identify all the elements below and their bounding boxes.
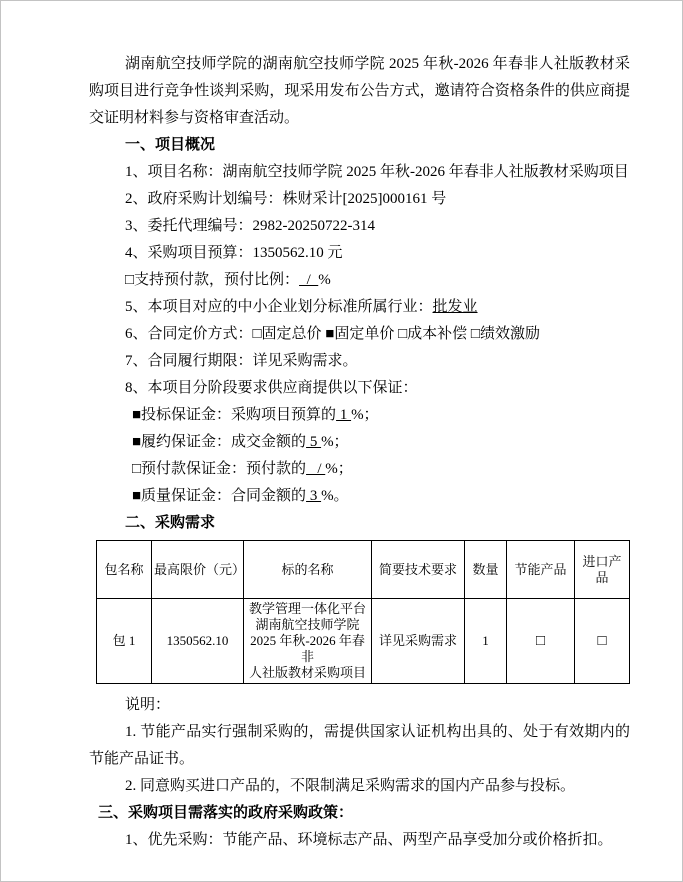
prepayment-unit: % bbox=[318, 272, 331, 288]
quality-guarantee-line bbox=[89, 483, 630, 510]
prepay-guarantee-line bbox=[89, 456, 630, 483]
plan-number-line: 2、政府采购计划编号：株财采计[2025]000161 号 bbox=[125, 191, 447, 207]
section3-heading: 三、采购项目需落实的政府采购政策： bbox=[98, 805, 354, 821]
note-import-products: 2. 同意购买进口产品的，不限制满足采购需求的国内产品参与投标。 bbox=[125, 778, 576, 794]
header-max-price: 最高限价（元） bbox=[152, 541, 244, 599]
prepayment-ratio-blank: / bbox=[299, 272, 319, 288]
pricing-method-line: 6、合同定价方式：□固定总价 ■固定单价 □成本补偿 □绩效激励 bbox=[125, 326, 540, 342]
checkbox-icon: □ bbox=[535, 633, 546, 649]
subject-line: 2025 年秋-2026 年春非 bbox=[250, 633, 365, 664]
section2-heading: 二、采购需求 bbox=[125, 515, 216, 531]
cell-import-product bbox=[575, 599, 630, 684]
header-import-product: 进口产品 bbox=[575, 541, 630, 599]
performance-guarantee-suffix: %； bbox=[321, 434, 349, 450]
subject-line: 人社版教材采购项目 bbox=[248, 665, 366, 680]
quality-guarantee-text: ■质量保证金：合同金额的 bbox=[132, 488, 307, 504]
contract-period-line: 7、合同履行期限：详见采购需求。 bbox=[125, 353, 358, 369]
performance-guarantee-line bbox=[89, 429, 630, 456]
requirements-table bbox=[96, 540, 630, 684]
header-package-name: 包名称 bbox=[97, 541, 152, 599]
note-energy-products: 1. 节能产品实行强制采购的，需提供国家认证机构出具的、处于有效期内的节能产品证书。 bbox=[89, 724, 630, 767]
prepay-guarantee-text: □预付款保证金：预付款的 bbox=[132, 461, 307, 477]
prepayment-text: □支持预付款，预付比例： bbox=[125, 272, 300, 288]
guarantee-intro-line: 8、本项目分阶段要求供应商提供以下保证： bbox=[125, 380, 418, 396]
prepayment-line bbox=[89, 267, 630, 294]
quality-guarantee-suffix: %。 bbox=[321, 488, 349, 504]
header-energy-product: 节能产品 bbox=[507, 541, 575, 599]
notes-label: 说明： bbox=[125, 697, 171, 713]
industry-text: 5、本项目对应的中小企业划分标准所属行业： bbox=[125, 299, 433, 315]
performance-guarantee-value: 5 bbox=[306, 434, 322, 450]
checkbox-icon: □ bbox=[597, 633, 607, 649]
bid-guarantee-suffix: %； bbox=[351, 407, 379, 423]
cell-quantity: 1 bbox=[465, 599, 507, 684]
cell-tech-requirements: 详见采购需求 bbox=[372, 599, 465, 684]
priority-procurement-line: 1、优先采购：节能产品、环境标志产品、两型产品享受加分或价格折扣。 bbox=[125, 832, 613, 848]
bid-guarantee-line bbox=[89, 402, 630, 429]
subject-line: 教学管理一体化平台 bbox=[248, 601, 366, 616]
header-tech-requirements: 简要技术要求 bbox=[372, 541, 465, 599]
prepay-guarantee-suffix: %； bbox=[325, 461, 353, 477]
cell-energy-product bbox=[507, 599, 575, 684]
section1-heading: 一、项目概况 bbox=[125, 137, 216, 153]
budget-line: 4、采购项目预算：1350562.10 元 bbox=[125, 245, 343, 261]
subject-line: 湖南航空技师学院 bbox=[255, 617, 360, 632]
agency-number-line: 3、委托代理编号：2982-20250722-314 bbox=[125, 218, 375, 234]
project-name-line: 1、项目名称：湖南航空技师学院 2025 年秋-2026 年春非人社版教材采购项目 bbox=[125, 164, 629, 180]
table-row bbox=[97, 599, 630, 684]
document-content bbox=[1, 1, 682, 854]
bid-guarantee-value: 1 bbox=[336, 407, 352, 423]
header-subject-name: 标的名称 bbox=[244, 541, 372, 599]
industry-value: 批发业 bbox=[432, 299, 478, 315]
header-quantity: 数量 bbox=[465, 541, 507, 599]
bid-guarantee-text: ■投标保证金：采购项目预算的 bbox=[132, 407, 337, 423]
intro-paragraph: 湖南航空技师学院的湖南航空技师学院 2025 年秋-2026 年春非人社版教材采购项目进行竞争性谈判采购，现采用发布公告方式，邀请符合资格条件的供应商提交证明材料参与资格审查活动。 bbox=[89, 56, 630, 126]
prepay-guarantee-value: / bbox=[306, 461, 326, 477]
cell-max-price: 1350562.10 bbox=[152, 599, 244, 684]
cell-package-name: 包 1 bbox=[97, 599, 152, 684]
cell-subject-name bbox=[244, 599, 372, 684]
industry-line bbox=[89, 294, 630, 321]
table-header-row bbox=[97, 541, 630, 599]
performance-guarantee-text: ■履约保证金：成交金额的 bbox=[132, 434, 307, 450]
quality-guarantee-value: 3 bbox=[306, 488, 322, 504]
